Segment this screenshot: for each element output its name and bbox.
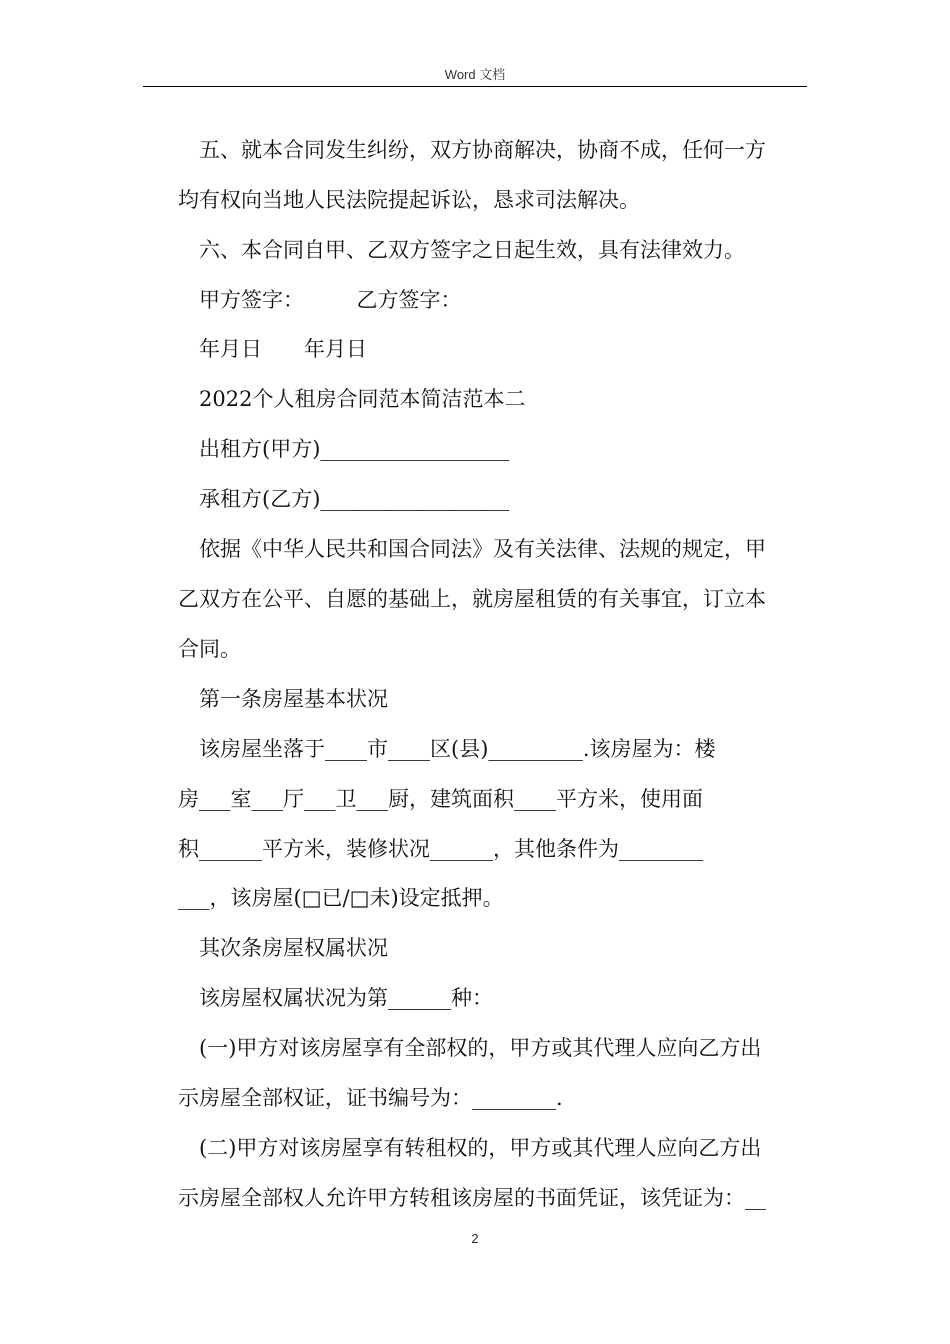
date-line: 年月日 年月日 bbox=[199, 337, 367, 361]
document-header-label: Word 文档 bbox=[444, 67, 506, 82]
body-line: 均有权向当地人民法院提起诉讼，恳求司法解决。 bbox=[178, 188, 640, 212]
section-title: 2022个人租房合同范本简洁范本二 bbox=[199, 387, 526, 411]
lessor-line: 出租方(甲方)__________________ bbox=[199, 437, 510, 461]
lessee-line: 承租方(乙方)__________________ bbox=[199, 487, 510, 511]
article-heading: 其次条房屋权属状况 bbox=[199, 936, 388, 960]
body-line: 六、本合同自甲、乙双方签字之日起生效，具有法律效力。 bbox=[199, 238, 745, 262]
body-line: 依据《中华人民共和国合同法》及有关法律、法规的规定，甲 bbox=[199, 537, 766, 561]
body-line: 积______平方米，装修状况______，其他条件为________ bbox=[178, 837, 703, 861]
body-line: (一)甲方对该房屋享有全部权的，甲方或其代理人应向乙方出 bbox=[199, 1036, 762, 1060]
body-line: 五、就本合同发生纠纷，双方协商解决，协商不成，任何一方 bbox=[199, 138, 766, 162]
body-line: ___，该房屋(□已/□未)设定抵押。 bbox=[178, 886, 504, 910]
body-line: 该房屋权属状况为第______种： bbox=[199, 986, 493, 1010]
body-line: (二)甲方对该房屋享有转租权的，甲方或其代理人应向乙方出 bbox=[199, 1136, 762, 1160]
body-line: 房___室___厅___卫___厨，建筑面积____平方米，使用面 bbox=[178, 787, 703, 811]
page-number: 2 bbox=[471, 1231, 479, 1246]
signature-line: 甲方签字： 乙方签字： bbox=[199, 288, 462, 312]
body-line: 该房屋坐落于____市____区(县)_________.该房屋为：楼 bbox=[199, 737, 716, 761]
body-line: 合同。 bbox=[178, 637, 241, 661]
body-line: 示房屋全部权证，证书编号为：________. bbox=[178, 1086, 563, 1110]
article-heading: 第一条房屋基本状况 bbox=[199, 687, 388, 711]
header-divider bbox=[143, 86, 807, 87]
body-line: 示房屋全部权人允许甲方转租该房屋的书面凭证，该凭证为：__ bbox=[178, 1186, 766, 1210]
body-line: 乙双方在公平、自愿的基础上，就房屋租赁的有关事宜，订立本 bbox=[178, 587, 766, 611]
